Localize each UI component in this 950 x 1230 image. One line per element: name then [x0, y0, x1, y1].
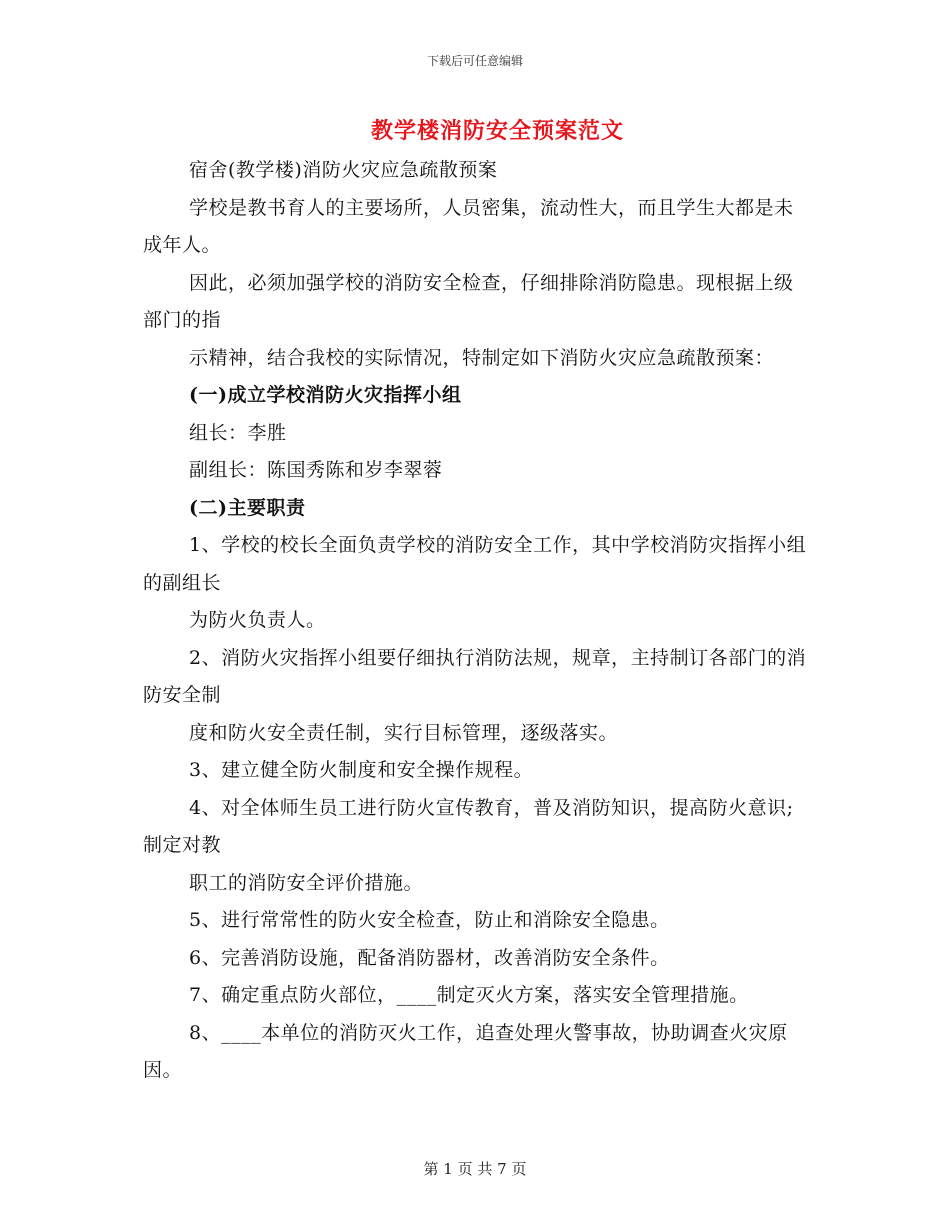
document-title: 教学楼消防安全预案范文: [370, 118, 624, 144]
duty-item-2-cont: 度和防火安全责任制，实行目标管理，逐级落实。: [189, 721, 619, 744]
paragraph-reason: 因此，必须加强学校的消防安全检查，仔细排除消防隐患。现根据上级部门的指: [143, 271, 794, 331]
paragraph-intro: 学校是教书育人的主要场所，人员密集，流动性大，而且学生大都是未成年人。: [143, 196, 794, 256]
paragraph-reason-cont: 示精神，结合我校的实际情况，特制定如下消防火灾应急疏散预案：: [189, 346, 775, 369]
deputy-leader-line: 副组长：陈国秀陈和岁李翠蓉: [189, 459, 443, 481]
group-leader-line: 组长：李胜: [189, 421, 287, 444]
duty-item-2: 2、消防火灾指挥小组要仔细执行消防法规，规章，主持制订各部门的消防安全制: [143, 646, 807, 706]
duty-item-4-cont: 职工的消防安全评价措施。: [189, 871, 424, 894]
duty-item-1-cont: 为防火负责人。: [189, 609, 326, 631]
duty-item-3: 3、建立健全防火制度和安全操作规程。: [189, 759, 534, 781]
document-body: [143, 152, 808, 1090]
duty-item-8: 8、____本单位的消防灭火工作，追查处理火警事故，协助调查火灾原因。: [143, 1021, 788, 1081]
duty-item-6: 6、完善消防设施，配备消防器材，改善消防安全条件。: [189, 946, 670, 969]
section-heading-1: (一)成立学校消防火灾指挥小组: [189, 384, 462, 406]
duty-item-1: 1、学校的校长全面负责学校的消防安全工作，其中学校消防灾指挥小组的副组长: [143, 534, 807, 594]
duty-item-5: 5、进行常常性的防火安全检查，防止和消除安全隐患。: [189, 909, 670, 931]
page-number-footer: 第 1 页 共 7 页: [423, 1160, 527, 1178]
page-header-note: 下载后可任意编辑: [426, 54, 523, 68]
paragraph-subtitle: 宿舍(教学楼)消防火灾应急疏散预案: [189, 159, 498, 181]
section-heading-2: (二)主要职责: [189, 496, 306, 519]
duty-item-4: 4、对全体师生员工进行防火宣传教育，普及消防知识，提高防火意识;制定对教: [143, 796, 794, 856]
duty-item-7: 7、确定重点防火部位，____制定灭火方案，落实安全管理措施。: [189, 984, 749, 1006]
